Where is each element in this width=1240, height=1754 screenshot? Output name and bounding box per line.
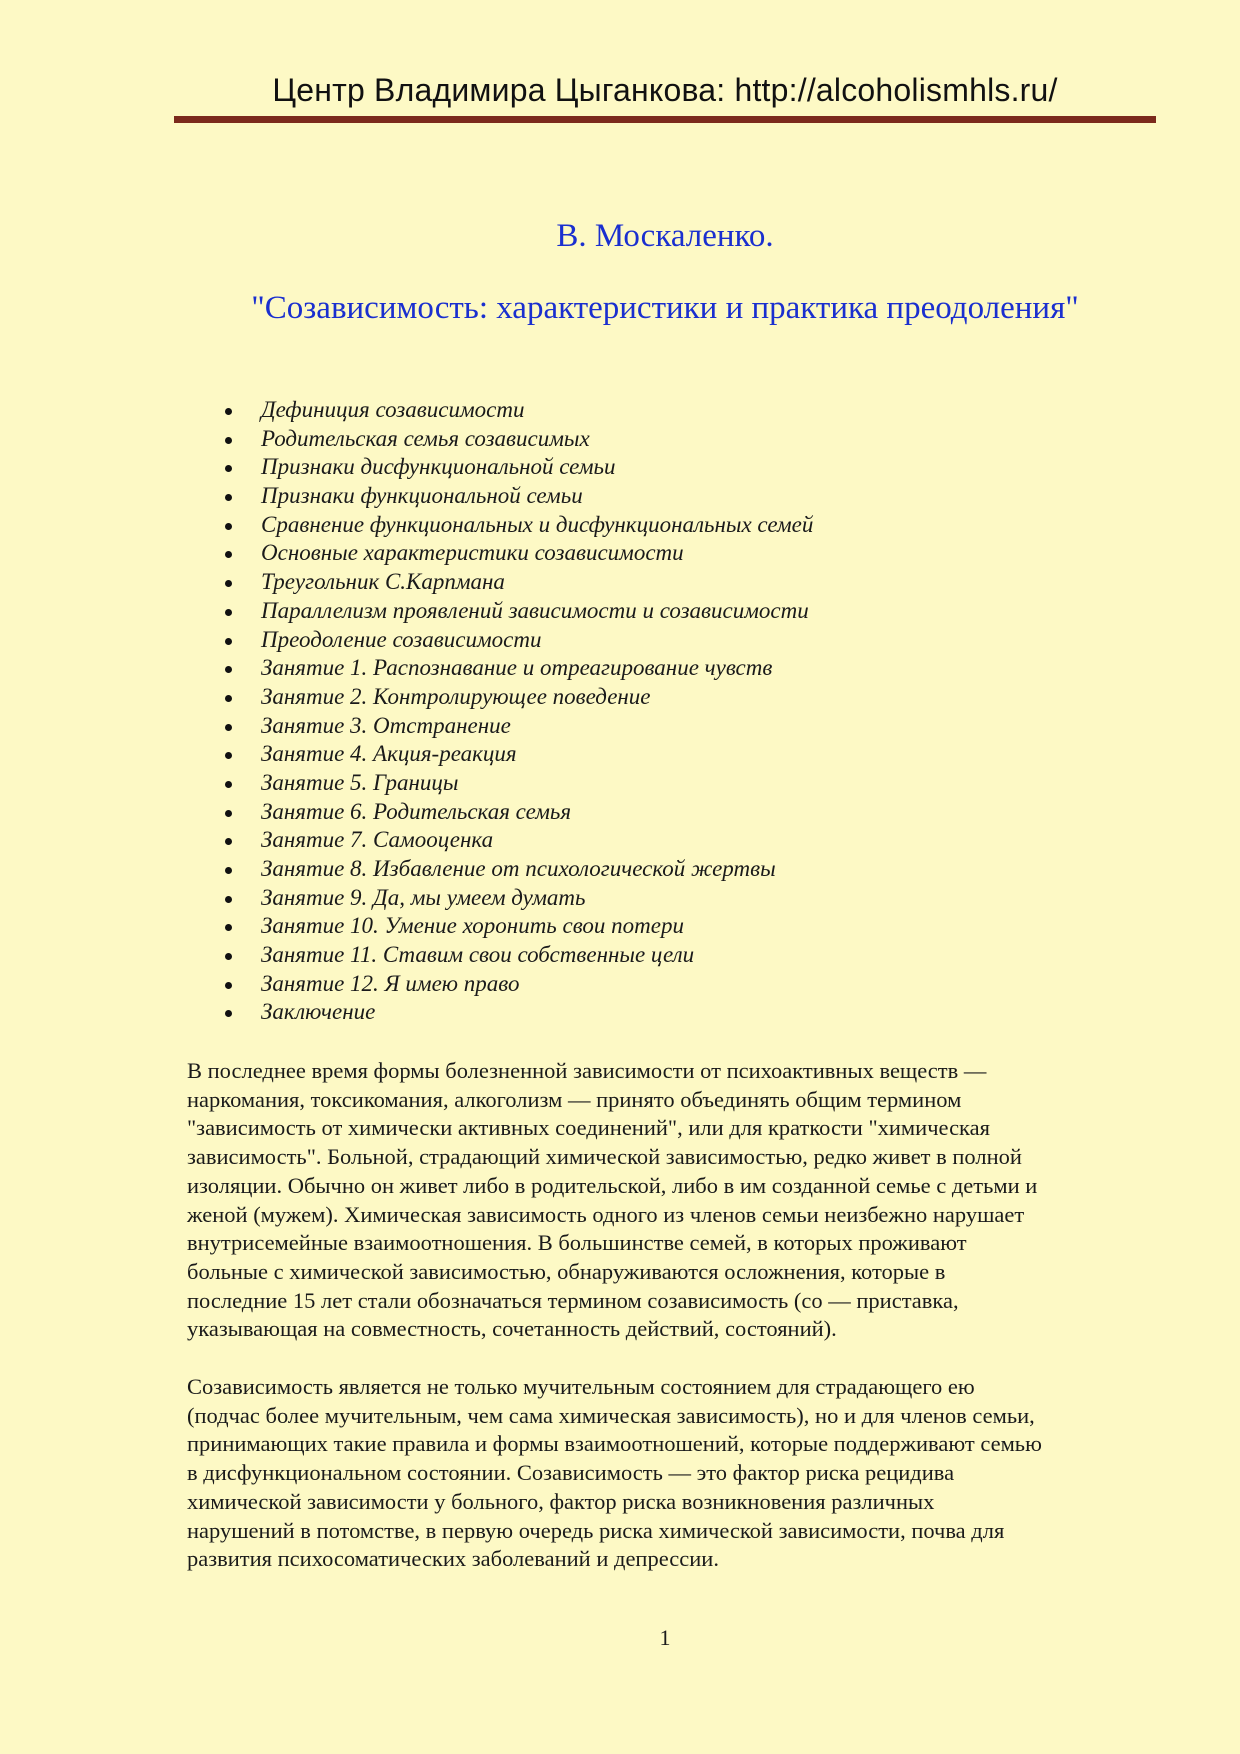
paragraph-line: В последнее время формы болезненной зависимости от психоактивных веществ — (187, 1058, 987, 1083)
toc-item-label: Признаки функциональной семьи (261, 483, 583, 509)
toc-item[interactable] (221, 654, 813, 683)
toc-item[interactable] (221, 683, 813, 712)
bullet-icon (225, 810, 232, 817)
toc-item-label: Сравнение функциональных и дисфункциональных семей (261, 511, 814, 537)
bullet-icon (225, 953, 232, 960)
paragraph-line: принимающих такие правила и формы взаимоотношений, которые поддерживают семью (187, 1431, 1042, 1457)
bullet-icon (225, 666, 232, 673)
toc-item-label: Занятие 12. Я имею право (261, 970, 520, 996)
toc-item[interactable] (221, 740, 813, 769)
toc-item-label: Занятие 8. Избавление от психологической жертвы (261, 856, 776, 881)
toc-item-label: Занятие 2. Контролирующее поведение (261, 683, 651, 709)
toc-item-label: Занятие 7. Самооценка (261, 827, 494, 853)
paragraph-line: химической зависимости у больного, фактор риска возникновения различных (187, 1488, 935, 1514)
paragraph-line: изоляции. Обычно он живет либо в родительской, либо в им созданной семье с детьми и (187, 1172, 1038, 1198)
bullet-icon (225, 867, 232, 874)
paragraph-line: зависимость". Больной, страдающий химической зависимостью, редко живет в полной (187, 1144, 1022, 1170)
document-author: В. Москаленко. (556, 218, 774, 254)
toc-item[interactable] (221, 425, 813, 454)
paragraph-line: в дисфункциональном состоянии. Созависимость — это фактор риска рецидива (187, 1460, 955, 1486)
toc-item-label: Признаки дисфункциональной семьи (261, 454, 616, 480)
toc-item-label: Занятие 5. Границы (261, 769, 459, 795)
toc-item[interactable] (221, 970, 813, 999)
toc-item-label: Занятие 10. Умение хоронить свои потери (261, 913, 684, 939)
bullet-icon (225, 838, 232, 845)
bullet-icon (225, 724, 232, 731)
toc-item-label: Основные характеристики созависимости (261, 540, 684, 566)
bullet-icon (225, 924, 232, 931)
toc-item-label: Преодоление созависимости (261, 626, 542, 652)
toc-item[interactable] (221, 855, 813, 884)
bullet-icon (225, 437, 232, 444)
toc-item[interactable] (221, 712, 813, 741)
bullet-icon (225, 523, 232, 530)
bullet-icon (225, 638, 232, 645)
toc-item[interactable] (221, 539, 813, 568)
paragraph-line: указывающая на совместность, сочетанность действий, состояний). (187, 1316, 837, 1342)
paragraph-line: развития психосоматических заболеваний и депрессии. (187, 1546, 719, 1572)
toc-item[interactable] (221, 453, 813, 482)
bullet-icon (225, 465, 232, 472)
paragraph-line: наркомания, токсикомания, алкоголизм — принято объединять общим термином (187, 1086, 962, 1112)
bullet-icon (225, 752, 232, 759)
bullet-icon (225, 551, 232, 558)
paragraph-line: нарушений в потомстве, в первую очередь риска химической зависимости, почва для (187, 1517, 1005, 1543)
toc-item[interactable] (221, 626, 813, 655)
toc-item-label: Занятие 3. Отстранение (261, 712, 511, 738)
toc-item[interactable] (221, 912, 813, 941)
toc-item-label: Занятие 6. Родительская семья (261, 798, 572, 824)
toc-item[interactable] (221, 396, 813, 425)
header-divider (174, 116, 1156, 123)
bullet-icon (225, 1010, 232, 1017)
toc-item[interactable] (221, 826, 813, 855)
body-paragraph-2 (187, 1373, 1147, 1574)
toc-item-label: Треугольник С.Карпмана (261, 569, 505, 595)
toc-item[interactable] (221, 798, 813, 827)
bullet-icon (225, 609, 232, 616)
toc-item-label: Занятие 9. Да, мы умеем думать (261, 884, 586, 910)
bullet-icon (225, 695, 232, 702)
page-number: 1 (659, 1625, 671, 1650)
body-paragraph-1 (187, 1057, 1147, 1344)
toc-item[interactable] (221, 597, 813, 626)
toc-item-label: Занятие 4. Акция-реакция (261, 741, 517, 767)
bullet-icon (225, 781, 232, 788)
toc-item[interactable] (221, 941, 813, 970)
bullet-icon (225, 408, 232, 415)
toc-item-label: Родительская семья созависимых (261, 425, 590, 451)
page-header: Центр Владимира Цыганкова: http://alcoholismhls.ru/ (272, 72, 1058, 108)
toc-item-label: Заключение (261, 999, 376, 1025)
bullet-icon (225, 896, 232, 903)
toc-item-label: Параллелизм проявлений зависимости и созависимости (261, 597, 809, 623)
document-title: "Созависимость: характеристики и практика преодоления" (251, 290, 1079, 326)
bullet-icon (225, 494, 232, 501)
bullet-icon (225, 580, 232, 587)
bullet-icon (225, 982, 232, 989)
toc-item[interactable] (221, 769, 813, 798)
toc-item-label: Дефиниция созависимости (261, 397, 525, 422)
paragraph-line: Созависимость является не только мучительным состоянием для страдающего ею (187, 1374, 975, 1399)
toc-item-label: Занятие 11. Ставим свои собственные цели (261, 942, 695, 968)
paragraph-line: больные с химической зависимостью, обнаруживаются осложнения, которые в (187, 1258, 946, 1284)
toc-item[interactable] (221, 482, 813, 511)
toc-item[interactable] (221, 568, 813, 597)
toc-item[interactable] (221, 511, 813, 540)
table-of-contents (221, 396, 813, 1027)
paragraph-line: последние 15 лет стали обозначаться термином созависимость (со — приставка, (187, 1287, 959, 1313)
paragraph-line: внутрисемейные взаимоотношения. В большинстве семей, в которых проживают (187, 1230, 967, 1256)
toc-item[interactable] (221, 884, 813, 913)
toc-item-label: Занятие 1. Распознавание и отреагирование чувств (261, 655, 773, 681)
paragraph-line: "зависимость от химически активных соединений", или для краткости "химическая (187, 1115, 990, 1141)
paragraph-line: (подчас более мучительным, чем сама химическая зависимость), но и для членов семьи, (187, 1402, 1035, 1428)
paragraph-line: женой (мужем). Химическая зависимость одного из членов семьи неизбежно нарушает (187, 1201, 1025, 1227)
toc-item[interactable] (221, 998, 813, 1027)
